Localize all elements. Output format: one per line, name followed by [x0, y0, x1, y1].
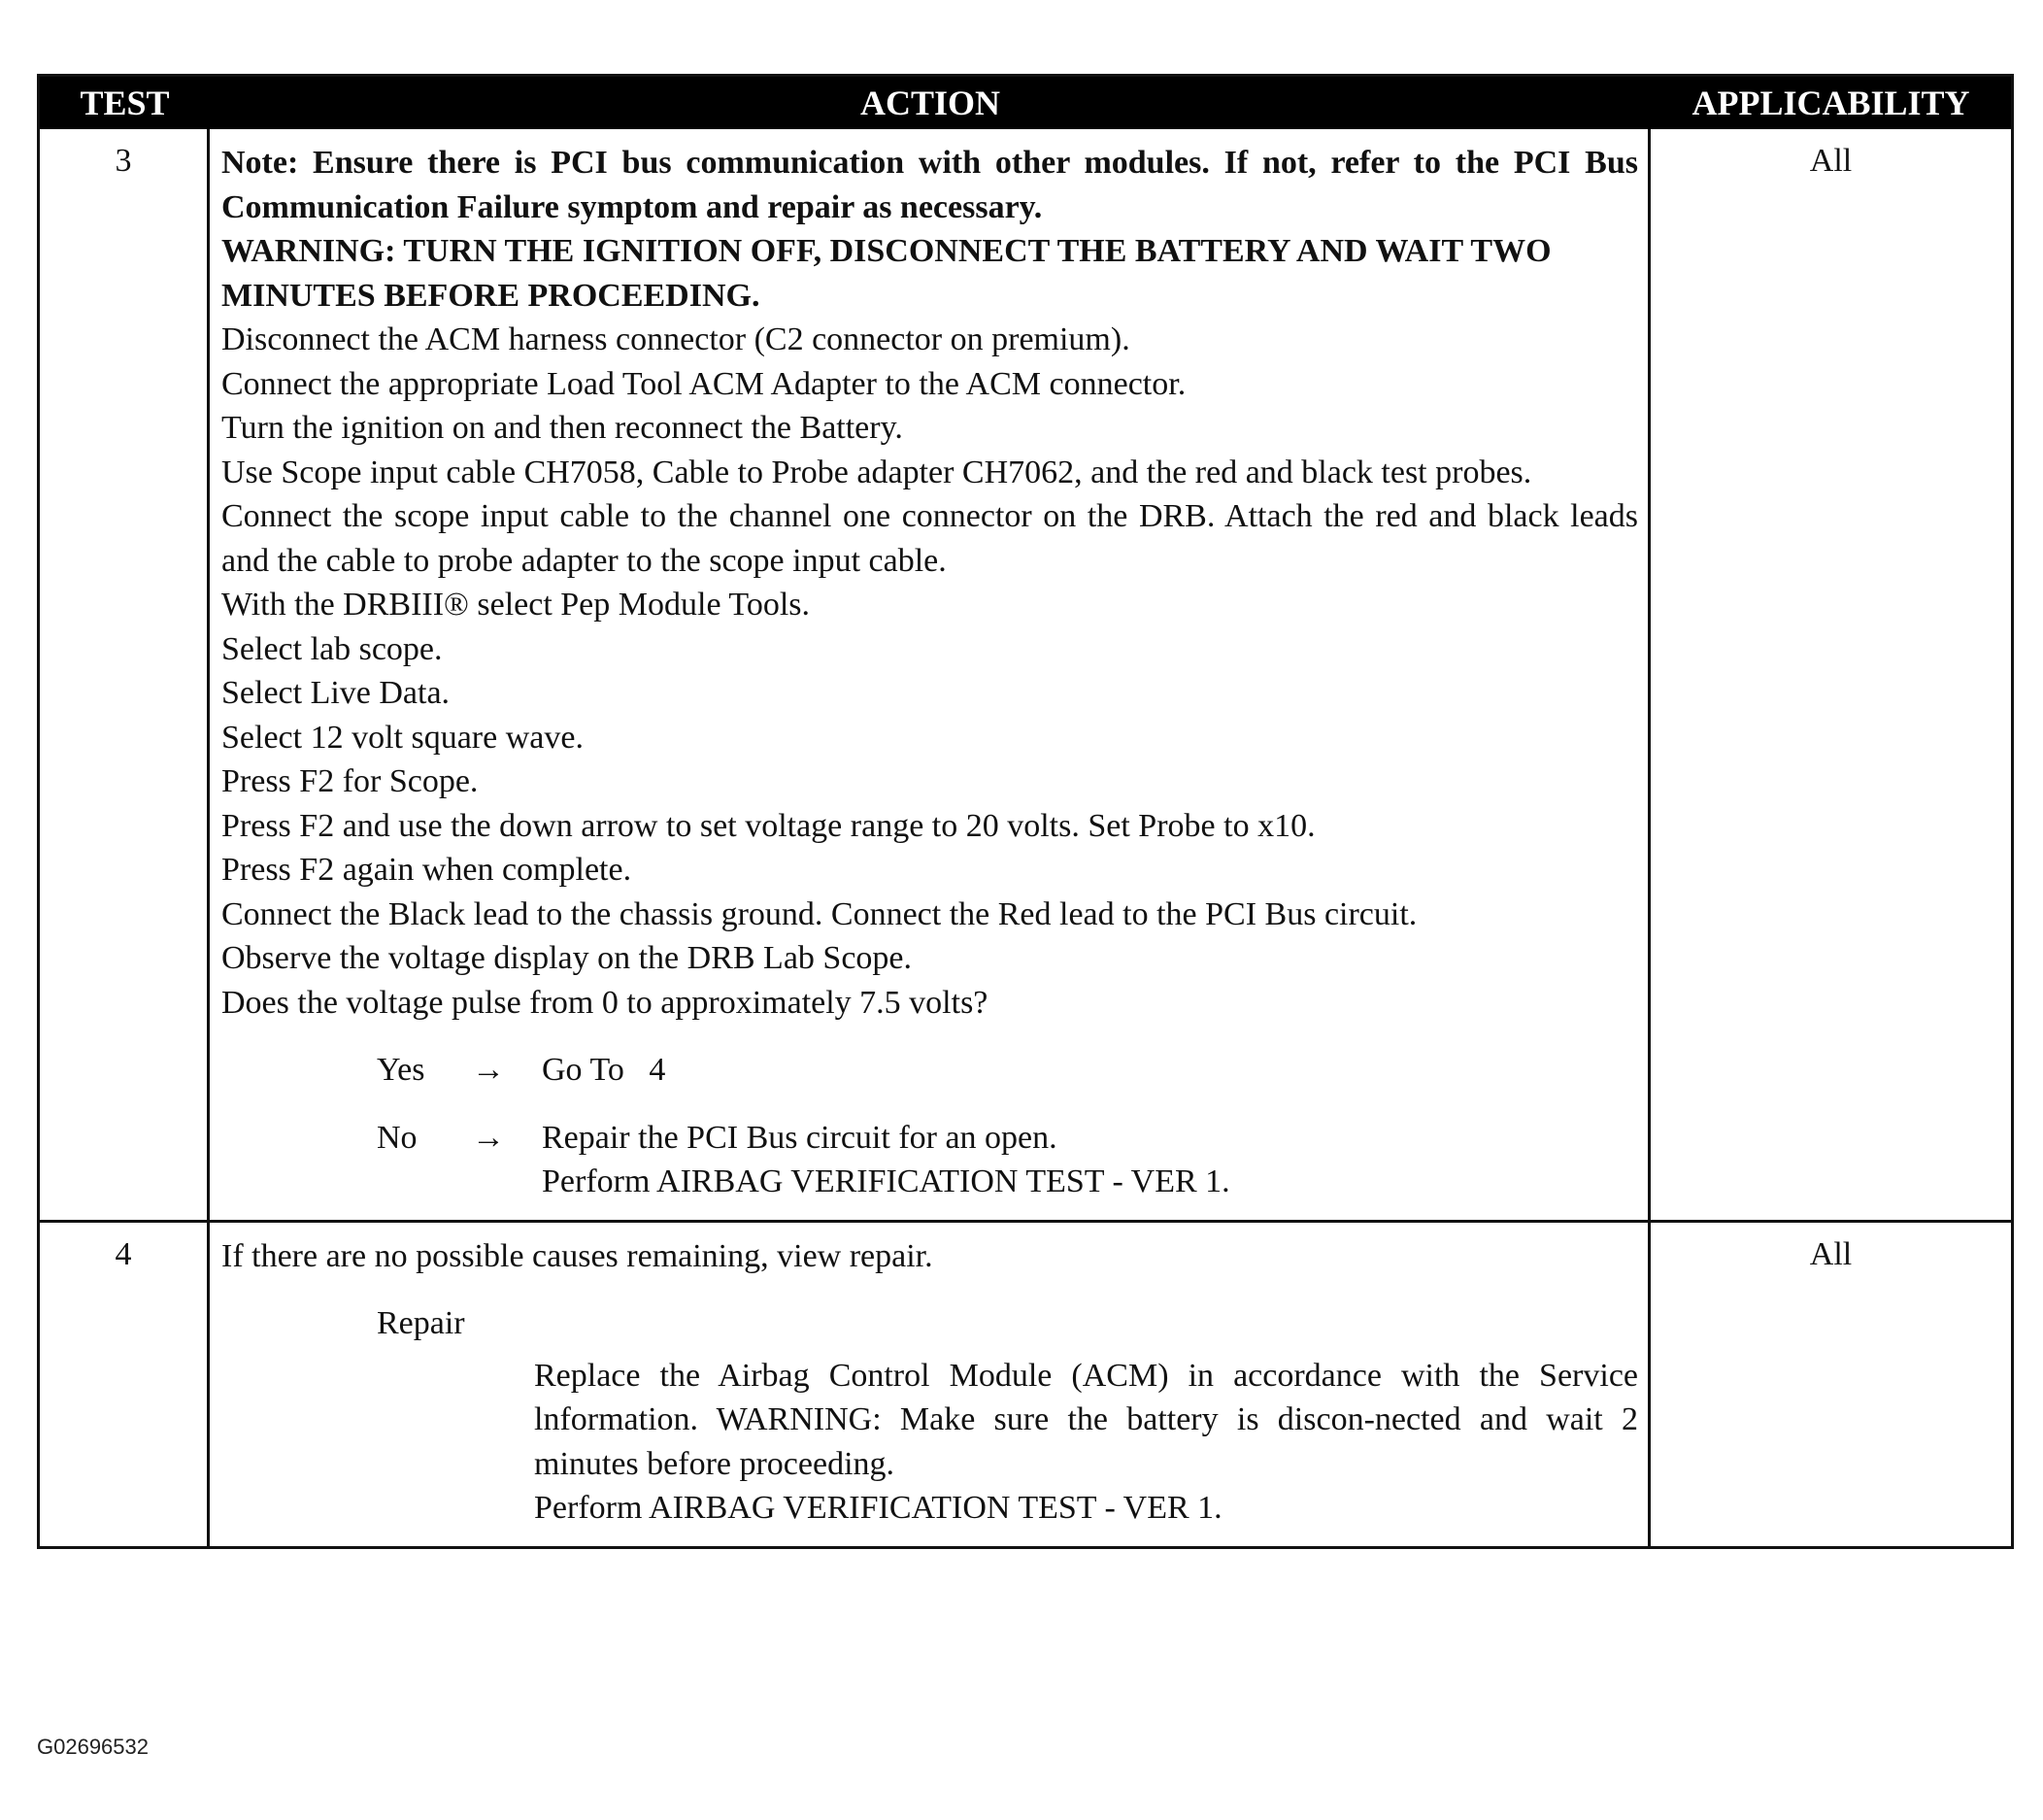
result-no: [377, 1116, 1638, 1204]
header-test: TEST: [80, 84, 170, 122]
table-row-test-4: [40, 1220, 2011, 1546]
applicability-value: All: [1809, 143, 1853, 179]
no-action-line: Perform AIRBAG VERIFICATION TEST - VER 1.: [542, 1163, 1230, 1199]
step: Connect the Black lead to the chassis ground. Connect the Red lead to the PCI Bus circuit.: [221, 895, 1418, 932]
step: Press F2 for Scope.: [221, 763, 479, 799]
no-action-line: Repair the PCI Bus circuit for an open.: [542, 1119, 1057, 1156]
table-header: [40, 77, 2011, 129]
repair-verify: Perform AIRBAG VERIFICATION TEST - VER 1.: [534, 1490, 1222, 1526]
no-label: No: [377, 1119, 418, 1156]
warning-text: WARNING: TURN THE IGNITION OFF, DISCONNECT THE BATTERY AND WAIT TWO MINUTES BEFORE PROCEEDING.: [221, 233, 1552, 314]
step: Observe the voltage display on the DRB Lab Scope.: [221, 940, 913, 976]
diagnostic-test-table: [37, 74, 2014, 1549]
repair-body: [534, 1354, 1638, 1531]
step: With the DRBIII® select Pep Module Tools.: [221, 587, 810, 623]
right-arrow-icon: →: [472, 1119, 505, 1156]
step: Connect the scope input cable to the channel one connector on the DRB. Attach the red and black leads and the cable to probe adapter to the scope input cable.: [221, 498, 1638, 579]
step: Connect the appropriate Load Tool ACM Adapter to the ACM connector.: [221, 365, 1187, 402]
note-text: Note: Ensure there is PCI bus communication with other modules. If not, refer to the PCI Bus Communication Failure symptom and repair as necessary.: [221, 145, 1638, 225]
step: Select Live Data.: [221, 675, 451, 711]
step: Turn the ignition on and then reconnect the Battery.: [221, 410, 903, 446]
step: Disconnect the ACM harness connector (C2 connector on premium).: [221, 321, 1130, 357]
yes-label: Yes: [377, 1052, 425, 1088]
step: Does the voltage pulse from 0 to approximately 7.5 volts?: [221, 984, 988, 1021]
result-yes: [377, 1048, 1638, 1093]
test-number: 4: [40, 1223, 210, 1546]
table-row-test-3: [40, 129, 2011, 1220]
action-cell: [210, 129, 1651, 1220]
right-arrow-icon: →: [472, 1052, 505, 1088]
figure-id: G02696532: [37, 1735, 149, 1759]
step: Select 12 volt square wave.: [221, 719, 584, 756]
action-cell: [210, 1223, 1651, 1546]
step: Use Scope input cable CH7058, Cable to Probe adapter CH7062, and the red and black test probes.: [221, 454, 1532, 490]
test-number: 3: [40, 129, 210, 1220]
intro-text: If there are no possible causes remaining, view repair.: [221, 1237, 933, 1274]
step: Press F2 and use the down arrow to set voltage range to 20 volts. Set Probe to x10.: [221, 807, 1316, 844]
no-action: [542, 1116, 1638, 1204]
header-applicability: APPLICABILITY: [1691, 84, 1970, 122]
repair-label: Repair: [377, 1305, 465, 1341]
repair-text: Replace the Airbag Control Module (ACM) in accordance with the Service lnformation. WARNING: Make sure the battery is discon-nected and wait 2 minutes before proceeding.: [534, 1357, 1638, 1482]
header-action: ACTION: [859, 84, 1001, 122]
applicability-value: All: [1809, 1235, 1853, 1272]
step: Press F2 again when complete.: [221, 852, 632, 888]
step: Select lab scope.: [221, 630, 443, 667]
goto-link: Go To 4: [542, 1052, 666, 1088]
